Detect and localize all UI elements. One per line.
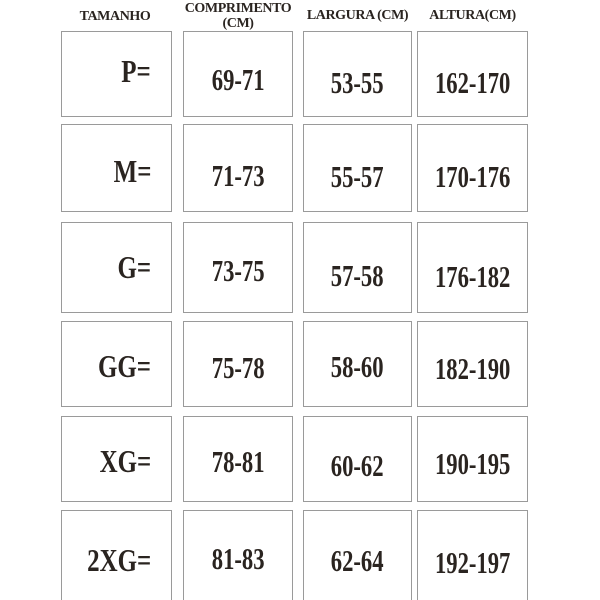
cell-comprimento-m [183, 124, 293, 212]
cell-value: GG= [97, 347, 151, 384]
cell-comprimento-2xg [183, 510, 293, 600]
cell-altura-gg [417, 321, 528, 407]
cell-altura-p [417, 31, 528, 117]
cell-value: 53-55 [331, 65, 384, 100]
cell-size-xg [61, 416, 172, 502]
cell-altura-2xg [417, 510, 528, 600]
column-header-comprimento [178, 1, 298, 31]
column-header-label: ALTURA(CM) [429, 8, 516, 23]
cell-value: 78-81 [211, 444, 265, 479]
cell-value: 182-190 [434, 351, 511, 386]
cell-value: 190-195 [434, 446, 511, 481]
column-header-label: TAMANHO [79, 9, 151, 24]
cell-largura-g [303, 222, 412, 313]
cell-largura-p [303, 31, 412, 117]
cell-comprimento-xg [183, 416, 293, 502]
cell-altura-g [417, 222, 528, 313]
cell-value: 71-73 [211, 158, 265, 193]
cell-value: 170-176 [434, 159, 511, 194]
cell-value: M= [113, 152, 151, 189]
cell-comprimento-gg [183, 321, 293, 407]
cell-value: 55-57 [331, 159, 384, 194]
cell-value: 162-170 [434, 65, 511, 100]
cell-value: 58-60 [331, 349, 384, 384]
cell-comprimento-g [183, 222, 293, 313]
cell-value: 75-78 [211, 350, 265, 385]
column-header-label: COMPRIMENTO [184, 1, 292, 16]
cell-largura-2xg [303, 510, 412, 600]
cell-value: XG= [99, 442, 151, 479]
column-header-tamanho [58, 9, 172, 24]
cell-value: 73-75 [211, 252, 265, 288]
cell-value: 81-83 [211, 541, 265, 576]
cell-size-p [61, 31, 172, 117]
cell-largura-xg [303, 416, 412, 502]
cell-altura-xg [417, 416, 528, 502]
cell-altura-m [417, 124, 528, 212]
cell-largura-gg [303, 321, 412, 407]
column-header-label: LARGURA (CM) [306, 8, 409, 23]
cell-value: 62-64 [331, 543, 384, 578]
column-header-unit: (CM) [222, 16, 254, 31]
cell-size-2xg [61, 510, 172, 600]
cell-comprimento-p [183, 31, 293, 117]
cell-size-g [61, 222, 172, 313]
column-header-altura [412, 8, 533, 23]
cell-value: G= [117, 249, 151, 285]
cell-size-gg [61, 321, 172, 407]
cell-value: 69-71 [211, 62, 265, 97]
cell-value: 60-62 [331, 448, 384, 483]
cell-value: 192-197 [434, 545, 511, 580]
cell-value: 57-58 [331, 257, 384, 293]
cell-value: 176-182 [434, 258, 511, 294]
cell-value: 2XG= [86, 541, 151, 578]
column-header-largura [293, 8, 422, 23]
cell-largura-m [303, 124, 412, 212]
cell-size-m [61, 124, 172, 212]
cell-value: P= [121, 52, 151, 89]
